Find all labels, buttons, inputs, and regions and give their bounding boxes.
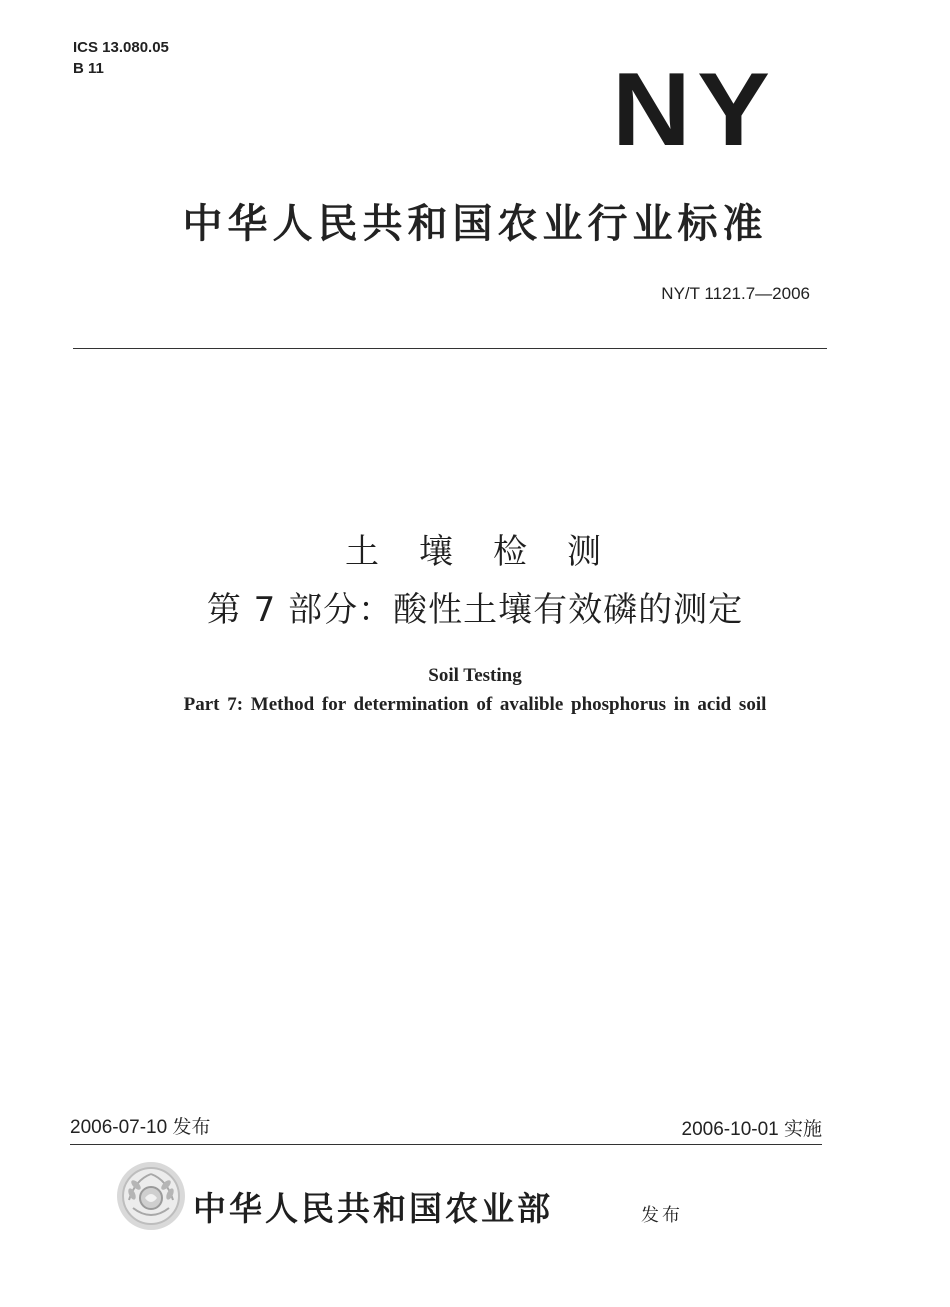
title-char: 测	[567, 532, 605, 572]
issue-date: 2006-07-10 发布	[70, 1117, 211, 1138]
publish-label: 发布	[641, 1205, 683, 1226]
title-char: 检	[493, 532, 531, 572]
implementation-date: 2006-10-01 实施	[681, 1119, 822, 1140]
english-sub-title: Part 7: Method for determination of avalible phosphorus in acid soil	[183, 694, 767, 715]
ics-code: ICS 13.080.05	[73, 39, 169, 56]
standard-title: 中华人民共和国农业行业标准	[182, 200, 768, 247]
chinese-sub-title: 第 7 部分：酸性土壤有效磷的测定	[206, 590, 744, 630]
standard-code: NY/T 1121.7—2006	[661, 284, 810, 303]
ministry-emblem-icon	[115, 1160, 187, 1232]
issuing-ministry: 中华人民共和国农业部	[193, 1189, 553, 1228]
title-char: 壤	[419, 532, 457, 572]
chinese-main-title	[0, 524, 950, 573]
ccs-code: B 11	[73, 60, 104, 77]
english-main-title: Soil Testing	[428, 665, 522, 686]
classification-codes	[73, 37, 169, 79]
top-divider	[73, 348, 827, 349]
title-char: 土	[345, 532, 383, 572]
bottom-divider	[70, 1144, 822, 1145]
ny-logo: NY	[612, 52, 777, 168]
